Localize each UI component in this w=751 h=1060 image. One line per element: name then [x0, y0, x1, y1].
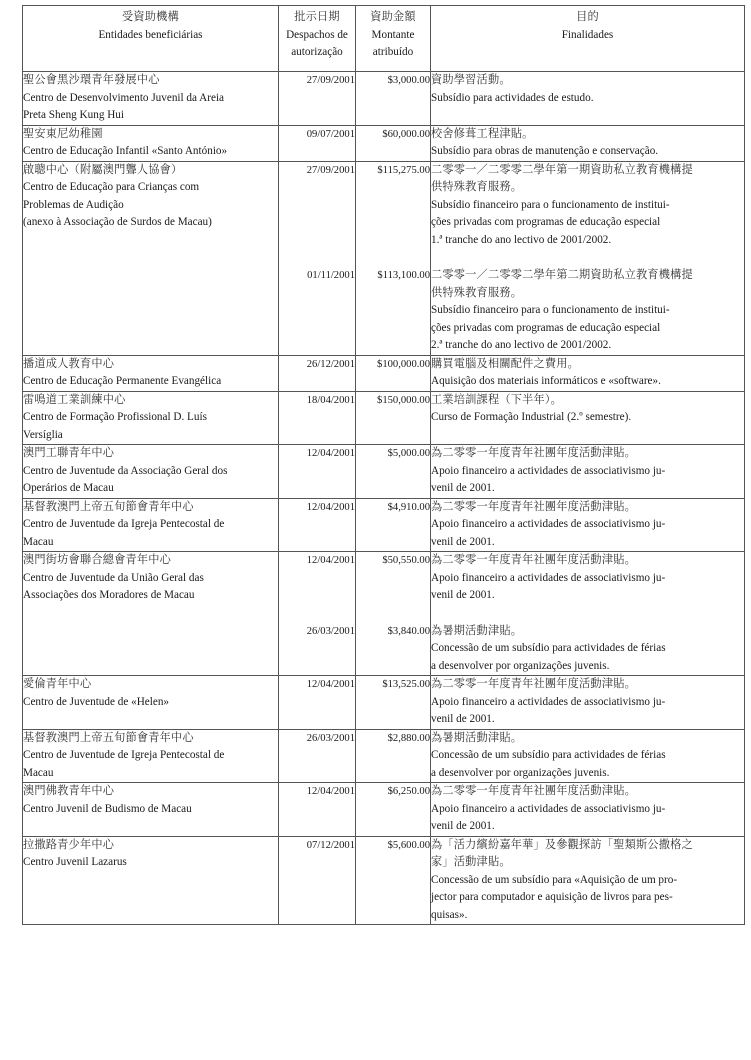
purpose-cell: [431, 783, 745, 837]
purpose-line: Subsídio para obras de manutenção e conservação.: [431, 145, 659, 157]
amount-value: $50,550.00: [382, 555, 430, 566]
amount-value: $5,000.00: [387, 448, 430, 459]
table-row: [23, 72, 745, 126]
date-entry: [279, 356, 355, 391]
date-cell: [279, 498, 356, 552]
amount-value: $3,840.00: [387, 625, 430, 637]
purpose-line: 二零零一／二零零二學年第二期資助私立教育機構提: [431, 269, 693, 281]
date-cell: [279, 445, 356, 499]
entity-name-line: 愛倫青年中心: [23, 678, 92, 690]
entity-name-line: 聖安東尼幼稚園: [23, 127, 103, 140]
entity-name-line: Operários de Macau: [23, 482, 114, 494]
amount-entry: [356, 126, 430, 161]
purpose-line: 供特殊教育服務。: [431, 286, 523, 299]
purpose-line: 為二零零一年度青年社團年度活動津貼。: [431, 678, 636, 690]
purpose-cell: [431, 552, 745, 676]
entity-name-line: 雷鳴道工業訓練中心: [23, 393, 126, 406]
authorization-date: 26/03/2001: [306, 625, 355, 637]
authorization-date: 12/04/2001: [306, 679, 355, 690]
amount-entry: [356, 392, 430, 427]
amount-value: $2,880.00: [387, 732, 430, 744]
purpose-line: ções privadas com programas de educação especial: [431, 321, 661, 334]
purpose-line: Subsídio para actividades de estudo.: [431, 91, 594, 104]
header-entity-pt: Entidades beneficiárias: [98, 28, 203, 41]
purpose-line: Concessão de um subsídio para actividades de férias: [431, 749, 666, 761]
purpose-cell: [431, 391, 745, 445]
table-row: [23, 552, 745, 676]
purpose-line: 為二零零一年度青年社團年度活動津貼。: [431, 785, 636, 797]
purpose-line: 為二零零一年度青年社團年度活動津貼。: [431, 447, 636, 459]
purpose-cell: [431, 161, 745, 355]
purpose-line: 供特殊教育服務。: [431, 181, 523, 193]
entity-cell: [23, 72, 279, 126]
purpose-entry: [431, 783, 744, 836]
purpose-line: 為二零零一年度青年社團年度活動津貼。: [431, 554, 636, 566]
purpose-line: Curso de Formação Industrial (2.º semestre).: [431, 411, 632, 423]
entity-name-line: 基督教澳門上帝五旬節會青年中心: [23, 500, 194, 513]
entity-cell: [23, 552, 279, 676]
amount-entry: [356, 72, 430, 107]
purpose-line: 工業培訓課程（下半年）。: [431, 393, 563, 406]
entity-name-line: Centro de Educação Infantil «Santo António»: [23, 145, 228, 157]
purpose-line: Concessão de um subsídio para «Aquisição de um pro-: [431, 873, 678, 886]
authorization-date: 01/11/2001: [307, 270, 355, 281]
amount-cell: [356, 676, 431, 730]
purpose-line: Apoio financeiro a actividades de associativismo ju-: [431, 518, 666, 530]
date-entry: [279, 783, 355, 836]
amount-entry: [356, 837, 430, 925]
amount-cell: [356, 552, 431, 676]
purpose-entry: [431, 552, 744, 605]
authorization-date: 12/04/2001: [306, 501, 355, 513]
amount-cell: [356, 72, 431, 126]
header-amount-zh: 資助金額: [370, 11, 416, 23]
header-date-zh: 批示日期: [294, 11, 340, 23]
entity-name-line: Problemas de Audição: [23, 198, 124, 211]
amount-entry: [356, 730, 430, 783]
amount-value: $115,275.00: [377, 164, 430, 176]
authorization-date: 12/04/2001: [306, 786, 355, 797]
date-cell: [279, 836, 356, 925]
date-entry: [279, 623, 355, 676]
authorization-date: 18/04/2001: [306, 394, 355, 406]
purpose-line: 2.ª tranche do ano lectivo de 2001/2002.: [431, 339, 612, 351]
purpose-line: 購買電腦及相關配件之費用。: [431, 357, 580, 370]
purpose-entry: [431, 392, 744, 427]
entity-cell: [23, 783, 279, 837]
entity-cell: [23, 676, 279, 730]
entity-cell: [23, 729, 279, 783]
table-row: [23, 125, 745, 161]
table-row: [23, 161, 745, 355]
amount-cell: [356, 783, 431, 837]
date-entry: [279, 162, 355, 250]
authorization-date: 07/12/2001: [306, 839, 355, 851]
date-entry: [279, 392, 355, 427]
amount-entry: [356, 267, 430, 355]
entity-name-line: 澳門工聯青年中心: [23, 447, 115, 459]
authorization-date: 27/09/2001: [306, 164, 355, 176]
header-entity: [23, 6, 279, 72]
purpose-cell: [431, 445, 745, 499]
amount-value: $4,910.00: [387, 501, 430, 513]
authorization-date: 12/04/2001: [306, 448, 355, 459]
entity-name-line: Centro de Juventude de «Helen»: [23, 695, 170, 708]
header-amount-pt-1: Montante: [371, 28, 415, 41]
entity-cell: [23, 355, 279, 391]
date-entry: [279, 837, 355, 925]
authorization-date: 12/04/2001: [306, 555, 355, 566]
header-amount: [356, 6, 431, 72]
amount-entry: [356, 356, 430, 391]
entity-cell: [23, 445, 279, 499]
entity-name-line: 啟聰中心（附屬澳門聾人協會）: [23, 163, 183, 176]
purpose-cell: [431, 498, 745, 552]
table-header: [23, 6, 745, 72]
amount-value: $100,000.00: [377, 358, 430, 370]
entity-name-line: Macau: [23, 766, 54, 779]
date-cell: [279, 161, 356, 355]
amount-value: $113,100.00: [377, 270, 430, 281]
table-row: [23, 498, 745, 552]
purpose-entry: [431, 445, 744, 498]
amount-cell: [356, 391, 431, 445]
amount-entry: [356, 162, 430, 250]
purpose-line: a desenvolver por organizações juvenis.: [431, 659, 610, 672]
purpose-line: 校舍修葺工程津貼。: [431, 127, 534, 140]
purpose-cell: [431, 729, 745, 783]
amount-cell: [356, 498, 431, 552]
header-date: [279, 6, 356, 72]
amount-cell: [356, 729, 431, 783]
amount-entry: [356, 445, 430, 498]
purpose-line: venil de 2001.: [431, 713, 495, 725]
purpose-line: quisas».: [431, 908, 468, 921]
amount-value: $5,600.00: [387, 839, 430, 851]
date-entry: [279, 730, 355, 783]
header-date-pt-2: autorização: [291, 46, 343, 58]
amount-entry: [356, 623, 430, 676]
entity-name-line: Centro de Educação Permanente Evangélica: [23, 375, 222, 387]
document-page: [22, 5, 744, 925]
date-entry: [279, 445, 355, 498]
entity-name-line: 播道成人教育中心: [23, 357, 115, 370]
amount-value: $6,250.00: [387, 786, 430, 797]
entity-name-line: Centro de Educação para Crianças com: [23, 181, 200, 193]
amount-cell: [356, 355, 431, 391]
purpose-line: 為二零零一年度青年社團年度活動津貼。: [431, 500, 636, 513]
amount-value: $60,000.00: [382, 128, 430, 140]
amount-value: $13,525.00: [382, 679, 430, 690]
date-cell: [279, 729, 356, 783]
purpose-line: venil de 2001.: [431, 589, 495, 601]
date-entry: [279, 552, 355, 605]
header-purpose-zh: 目的: [576, 11, 599, 23]
authorization-date: 09/07/2001: [306, 128, 355, 140]
grants-table: [22, 5, 745, 925]
purpose-line: Apoio financeiro a actividades de associativismo ju-: [431, 695, 666, 708]
amount-entry: [356, 552, 430, 605]
purpose-entry: [431, 730, 744, 783]
date-entry: [279, 126, 355, 161]
purpose-cell: [431, 836, 745, 925]
date-entry: [279, 72, 355, 107]
table-row: [23, 676, 745, 730]
entity-name-line: Centro de Formação Profissional D. Luís: [23, 411, 207, 423]
entity-cell: [23, 498, 279, 552]
purpose-line: 1.ª tranche do ano lectivo de 2001/2002.: [431, 233, 612, 246]
date-cell: [279, 783, 356, 837]
entity-name-line: Centro Juvenil de Budismo de Macau: [23, 802, 192, 815]
entity-name-line: Associações dos Moradores de Macau: [23, 589, 195, 601]
authorization-date: 27/09/2001: [306, 75, 355, 86]
amount-entry: [356, 783, 430, 836]
amount-value: $3,000.00: [387, 75, 430, 86]
date-cell: [279, 355, 356, 391]
purpose-line: 為暑期活動津貼。: [431, 731, 523, 744]
purpose-entry: [431, 72, 744, 107]
header-purpose: [431, 6, 745, 72]
purpose-cell: [431, 125, 745, 161]
purpose-line: Subsídio financeiro para o funcionamento de institui-: [431, 198, 670, 211]
table-body: [23, 72, 745, 925]
table-row: [23, 391, 745, 445]
date-cell: [279, 552, 356, 676]
header-amount-pt-2: atribuído: [372, 46, 414, 58]
entity-name-line: (anexo à Associação de Surdos de Macau): [23, 216, 212, 228]
header-entity-zh: 受資助機構: [122, 11, 179, 23]
date-entry: [279, 499, 355, 552]
amount-value: $150,000.00: [377, 394, 430, 406]
entity-name-line: Centro de Desenvolvimento Juvenil da Areia: [23, 91, 225, 104]
purpose-line: 為暑期活動津貼。: [431, 624, 523, 637]
purpose-entry: [431, 623, 744, 676]
purpose-line: jector para computador e aquisição de livros para pes-: [431, 891, 673, 903]
entity-name-line: 聖公會黑沙環青年發展中心: [23, 74, 160, 86]
entity-cell: [23, 391, 279, 445]
entity-cell: [23, 125, 279, 161]
purpose-cell: [431, 72, 745, 126]
purpose-line: a desenvolver por organizações juvenis.: [431, 766, 610, 779]
date-entry: [279, 267, 355, 355]
table-row: [23, 836, 745, 925]
header-purpose-pt: Finalidades: [561, 28, 614, 41]
purpose-line: venil de 2001.: [431, 482, 495, 494]
purpose-entry: [431, 499, 744, 552]
entity-name-line: Preta Sheng Kung Hui: [23, 109, 124, 121]
purpose-entry: [431, 267, 744, 355]
amount-cell: [356, 125, 431, 161]
purpose-line: 二零零一／二零零二學年第一期資助私立教育機構提: [431, 163, 693, 176]
entity-name-line: Versíglia: [23, 428, 63, 441]
entity-name-line: Centro Juvenil Lazarus: [23, 856, 127, 868]
purpose-line: 家」活動津貼。: [431, 856, 511, 868]
purpose-line: venil de 2001.: [431, 535, 495, 548]
purpose-line: Concessão de um subsídio para actividades de férias: [431, 642, 666, 654]
amount-entry: [356, 676, 430, 729]
purpose-entry: [431, 126, 744, 161]
entity-name-line: 澳門街坊會聯合總會青年中心: [23, 554, 172, 566]
authorization-date: 26/12/2001: [306, 358, 355, 370]
header-date-pt-1: Despachos de: [286, 28, 348, 41]
purpose-line: ções privadas com programas de educação especial: [431, 216, 661, 228]
entity-name-line: Macau: [23, 535, 54, 548]
purpose-line: Apoio financeiro a actividades de associativismo ju-: [431, 464, 666, 477]
purpose-line: Subsídio financeiro para o funcionamento de institui-: [431, 304, 670, 316]
amount-entry: [356, 499, 430, 552]
purpose-entry: [431, 356, 744, 391]
entity-name-line: Centro de Juventude da Associação Geral dos: [23, 464, 228, 477]
purpose-line: Aquisição dos materiais informáticos e «software».: [431, 375, 661, 387]
table-row: [23, 729, 745, 783]
entity-cell: [23, 836, 279, 925]
purpose-cell: [431, 355, 745, 391]
authorization-date: 26/03/2001: [306, 732, 355, 744]
purpose-entry: [431, 837, 744, 925]
date-cell: [279, 676, 356, 730]
purpose-entry: [431, 162, 744, 250]
entity-name-line: Centro de Juventude da União Geral das: [23, 571, 204, 584]
table-row: [23, 445, 745, 499]
entity-name-line: Centro de Juventude da Igreja Pentecostal de: [23, 518, 225, 530]
entity-name-line: 基督教澳門上帝五旬節會青年中心: [23, 731, 194, 744]
date-cell: [279, 391, 356, 445]
amount-cell: [356, 445, 431, 499]
entity-name-line: 拉撒路青少年中心: [23, 838, 115, 851]
entity-name-line: 澳門佛教青年中心: [23, 785, 115, 797]
date-cell: [279, 72, 356, 126]
entity-name-line: Centro de Juventude de Igreja Pentecostal de: [23, 749, 225, 761]
purpose-line: Apoio financeiro a actividades de associativismo ju-: [431, 571, 666, 584]
purpose-line: venil de 2001.: [431, 820, 495, 832]
entity-cell: [23, 161, 279, 355]
purpose-line: 資助學習活動。: [431, 74, 511, 86]
table-row: [23, 355, 745, 391]
date-cell: [279, 125, 356, 161]
table-row: [23, 783, 745, 837]
date-entry: [279, 676, 355, 729]
purpose-cell: [431, 676, 745, 730]
purpose-entry: [431, 676, 744, 729]
amount-cell: [356, 161, 431, 355]
purpose-line: Apoio financeiro a actividades de associativismo ju-: [431, 802, 666, 815]
purpose-line: 為「活力繽紛嘉年華」及參觀探訪「聖類斯公撒格之: [431, 838, 693, 851]
amount-cell: [356, 836, 431, 925]
